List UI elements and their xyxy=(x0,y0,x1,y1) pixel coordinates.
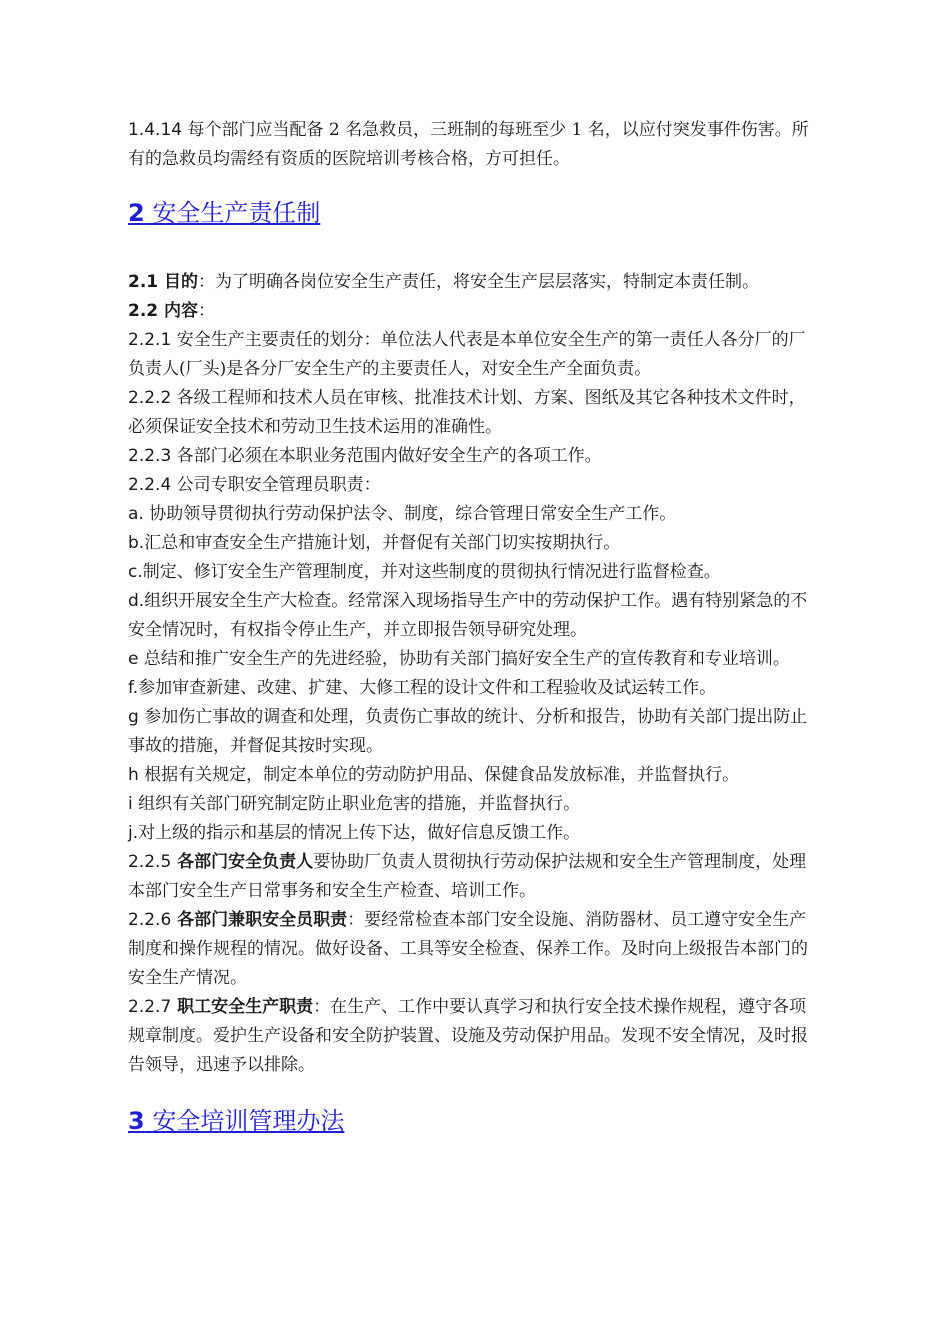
clause-text: 安全生产主要责任的划分：单位法人代表是本单位安全生产的第一责任人各分厂的厂负责人(厂头)是各分厂安全生产的主要责任人，对安全生产全面负责。 xyxy=(128,330,806,379)
item-text: 制定、修订安全生产管理制度，并对这些制度的贯彻执行情况进行监督检查。 xyxy=(142,562,721,582)
clause-number: 2.2.4 xyxy=(128,475,172,495)
paragraph-2-2-3 xyxy=(128,442,818,471)
clause-number: 2.1 xyxy=(128,272,159,292)
item-mark: d. xyxy=(128,591,145,611)
item-mark: c. xyxy=(128,562,143,582)
item-text: 参加审查新建、改建、扩建、大修工程的设计文件和工程验收及试运转工作。 xyxy=(138,678,717,698)
item-mark: f. xyxy=(128,678,139,698)
clause-text: ：要经常检查本部门安全设施、消防器材、员工遵守安全生产制度和操作规程的情况。做好设备、工具等安全检查、保养工作。及时向上级报告本部门的安全生产情况。 xyxy=(128,910,808,988)
item-text: 组织开展安全生产大检查。经常深入现场指导生产中的劳动保护工作。遇有特别紧急的不安全情况时，有权指令停止生产，并立即报告领导研究处理。 xyxy=(128,591,808,640)
section-title: 安全生产责任制 xyxy=(144,199,321,227)
list-item-a xyxy=(128,500,818,529)
item-mark: b. xyxy=(128,533,145,553)
clause-text: 各部门必须在本职业务范围内做好安全生产的各项工作。 xyxy=(171,446,602,466)
list-item-h xyxy=(128,761,818,790)
clause-text: ：为了明确各岗位安全生产责任，将安全生产层层落实，特制定本责任制。 xyxy=(198,272,760,292)
clause-number: 2.2.3 xyxy=(128,446,172,466)
clause-number: 2.2.5 xyxy=(128,852,172,872)
clause-number: 2.2.6 xyxy=(128,910,172,930)
paragraph-2-2-6 xyxy=(128,906,818,993)
clause-text: ：在生产、工作中要认真学习和执行安全技术操作规程，遵守各项规章制度。爱护生产设备和安全防护装置、设施及劳动保护用品。发现不安全情况，及时报告领导，迅速予以排除。 xyxy=(128,997,808,1075)
item-text: 汇总和审查安全生产措施计划，并督促有关部门切实按期执行。 xyxy=(144,533,621,553)
list-item-j xyxy=(128,819,818,848)
paragraph-2-1 xyxy=(128,268,818,297)
item-mark: i xyxy=(128,794,133,814)
item-text: 组织有关部门研究制定防止职业危害的措施，并监督执行。 xyxy=(132,794,581,814)
list-item-c xyxy=(128,558,818,587)
clause-label: 各部门安全负责人 xyxy=(171,852,314,872)
list-item-b xyxy=(128,529,818,558)
item-mark: g xyxy=(128,707,139,727)
paragraph-2-2-2 xyxy=(128,384,818,442)
list-item-d xyxy=(128,587,818,645)
clause-text: 要协助厂负责人贯彻执行劳动保护法规和安全生产管理制度，处理本部门安全生产日常事务和安全生产检查、培训工作。 xyxy=(128,852,807,901)
item-text: 根据有关规定，制定本单位的劳动防护用品、保健食品发放标准，并监督执行。 xyxy=(138,765,740,785)
clause-label: 职工安全生产职责 xyxy=(171,997,314,1017)
clause-number: 2.2.7 xyxy=(128,997,172,1017)
item-mark: a. xyxy=(128,504,144,524)
paragraph-2-2-1 xyxy=(128,326,818,384)
item-mark: e xyxy=(128,649,139,669)
item-mark: h xyxy=(128,765,139,785)
list-item-e xyxy=(128,645,818,674)
section-2-heading[interactable] xyxy=(128,196,320,230)
paragraph-2-2-7 xyxy=(128,993,818,1080)
clause-text: ： xyxy=(198,301,216,321)
clause-text: 公司专职安全管理员职责： xyxy=(171,475,381,495)
clause-number: 2.2.1 xyxy=(128,330,172,350)
section-3-heading[interactable] xyxy=(128,1104,344,1138)
clause-label: 内容 xyxy=(158,301,199,321)
clause-number: 2.2 xyxy=(128,301,159,321)
document-page xyxy=(128,116,818,1138)
list-item-i xyxy=(128,790,818,819)
clause-text: 各级工程师和技术人员在审核、批准技术计划、方案、图纸及其它各种技术文件时，必须保证安全技术和劳动卫生技术运用的准确性。 xyxy=(128,388,806,437)
list-item-g xyxy=(128,703,818,761)
paragraph-1-4-14 xyxy=(128,116,818,174)
clause-number: 1.4.14 xyxy=(128,120,183,140)
paragraph-2-2 xyxy=(128,297,818,326)
item-text: 总结和推广安全生产的先进经验，协助有关部门搞好安全生产的宣传教育和专业培训。 xyxy=(138,649,790,669)
item-mark: j. xyxy=(128,823,139,843)
item-text: 协助领导贯彻执行劳动保护法令、制度，综合管理日常安全生产工作。 xyxy=(143,504,677,524)
clause-text: 每个部门应当配备 2 名急救员，三班制的每班至少 1 名，以应付突发事件伤害。所有的急救员均需经有资质的医院培训考核合格，方可担任。 xyxy=(128,120,809,169)
section-number: 2 xyxy=(128,199,145,227)
section-number: 3 xyxy=(128,1107,145,1135)
section-title: 安全培训管理办法 xyxy=(144,1107,345,1135)
item-text: 对上级的指示和基层的情况上传下达，做好信息反馈工作。 xyxy=(138,823,581,843)
item-text: 参加伤亡事故的调查和处理，负责伤亡事故的统计、分析和报告，协助有关部门提出防止事故的措施，并督促其按时实现。 xyxy=(128,707,808,756)
clause-label: 各部门兼职安全员职责 xyxy=(171,910,348,930)
list-item-f xyxy=(128,674,818,703)
clause-number: 2.2.2 xyxy=(128,388,172,408)
paragraph-2-2-4 xyxy=(128,471,818,500)
paragraph-2-2-5 xyxy=(128,848,818,906)
clause-label: 目的 xyxy=(158,272,199,292)
